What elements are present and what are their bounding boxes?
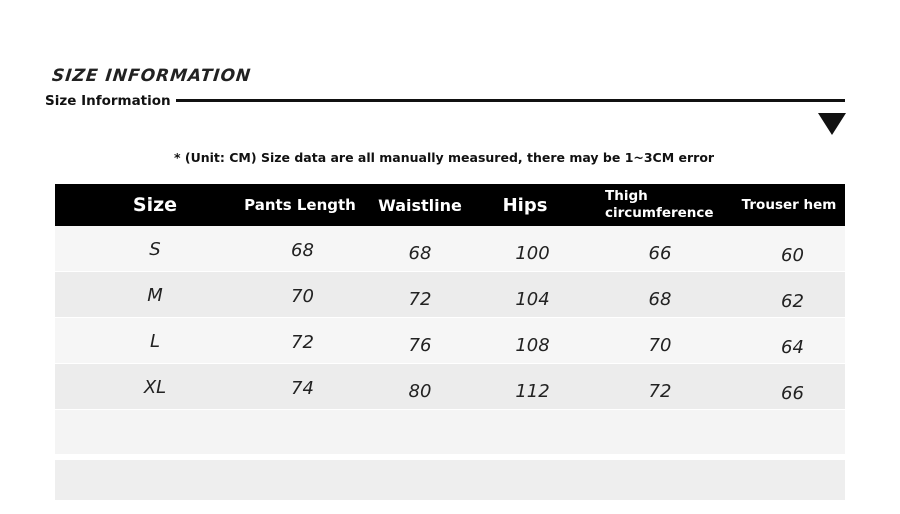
cell-value: 74 xyxy=(291,377,314,399)
header-trouser-hem: Trouser hem xyxy=(741,197,837,213)
table-header xyxy=(55,184,845,226)
cell-value: 70 xyxy=(648,334,672,356)
header-hips: Hips xyxy=(502,194,548,216)
cell-size: M xyxy=(147,284,163,306)
cell-value: 68 xyxy=(648,288,672,310)
cell-value: 62 xyxy=(781,290,804,312)
cell-value: 68 xyxy=(291,239,314,261)
cell-value: 104 xyxy=(515,288,550,310)
header-pants-length: Pants Length xyxy=(244,196,356,214)
size-table xyxy=(55,184,845,500)
down-triangle-icon xyxy=(818,113,846,135)
table-row xyxy=(55,364,845,410)
table-row xyxy=(55,226,845,272)
cell-size: S xyxy=(149,238,161,260)
empty-row xyxy=(55,460,845,500)
header-waistline: Waistline xyxy=(378,195,462,215)
cell-value: 72 xyxy=(291,331,314,353)
cell-value: 66 xyxy=(781,382,804,404)
cell-value: 60 xyxy=(781,244,804,266)
size-info-title: SIZE INFORMATION xyxy=(50,66,253,86)
empty-row xyxy=(55,410,845,454)
cell-value: 70 xyxy=(291,285,314,307)
cell-value: 72 xyxy=(408,288,432,310)
divider-line xyxy=(176,99,845,102)
size-info-subtitle: Size Information xyxy=(45,93,171,109)
cell-value: 80 xyxy=(408,380,432,402)
cell-value: 108 xyxy=(515,334,550,356)
cell-value: 100 xyxy=(515,242,550,264)
cell-size: XL xyxy=(143,376,167,398)
measurement-note: * (Unit: CM) Size data are all manually measured, there may be 1~3CM error xyxy=(174,150,715,165)
header-size: Size xyxy=(132,194,178,216)
cell-value: 112 xyxy=(515,380,550,402)
cell-value: 76 xyxy=(408,334,432,356)
cell-value: 72 xyxy=(648,380,672,402)
cell-size: L xyxy=(149,330,161,352)
table-row xyxy=(55,272,845,318)
cell-value: 64 xyxy=(781,336,804,358)
cell-value: 68 xyxy=(408,242,432,264)
table-body xyxy=(55,226,845,410)
subtitle-row xyxy=(45,92,845,112)
cell-value: 66 xyxy=(648,242,672,264)
table-row xyxy=(55,318,845,364)
header-thigh-circumference: Thigh circumference xyxy=(605,188,714,221)
